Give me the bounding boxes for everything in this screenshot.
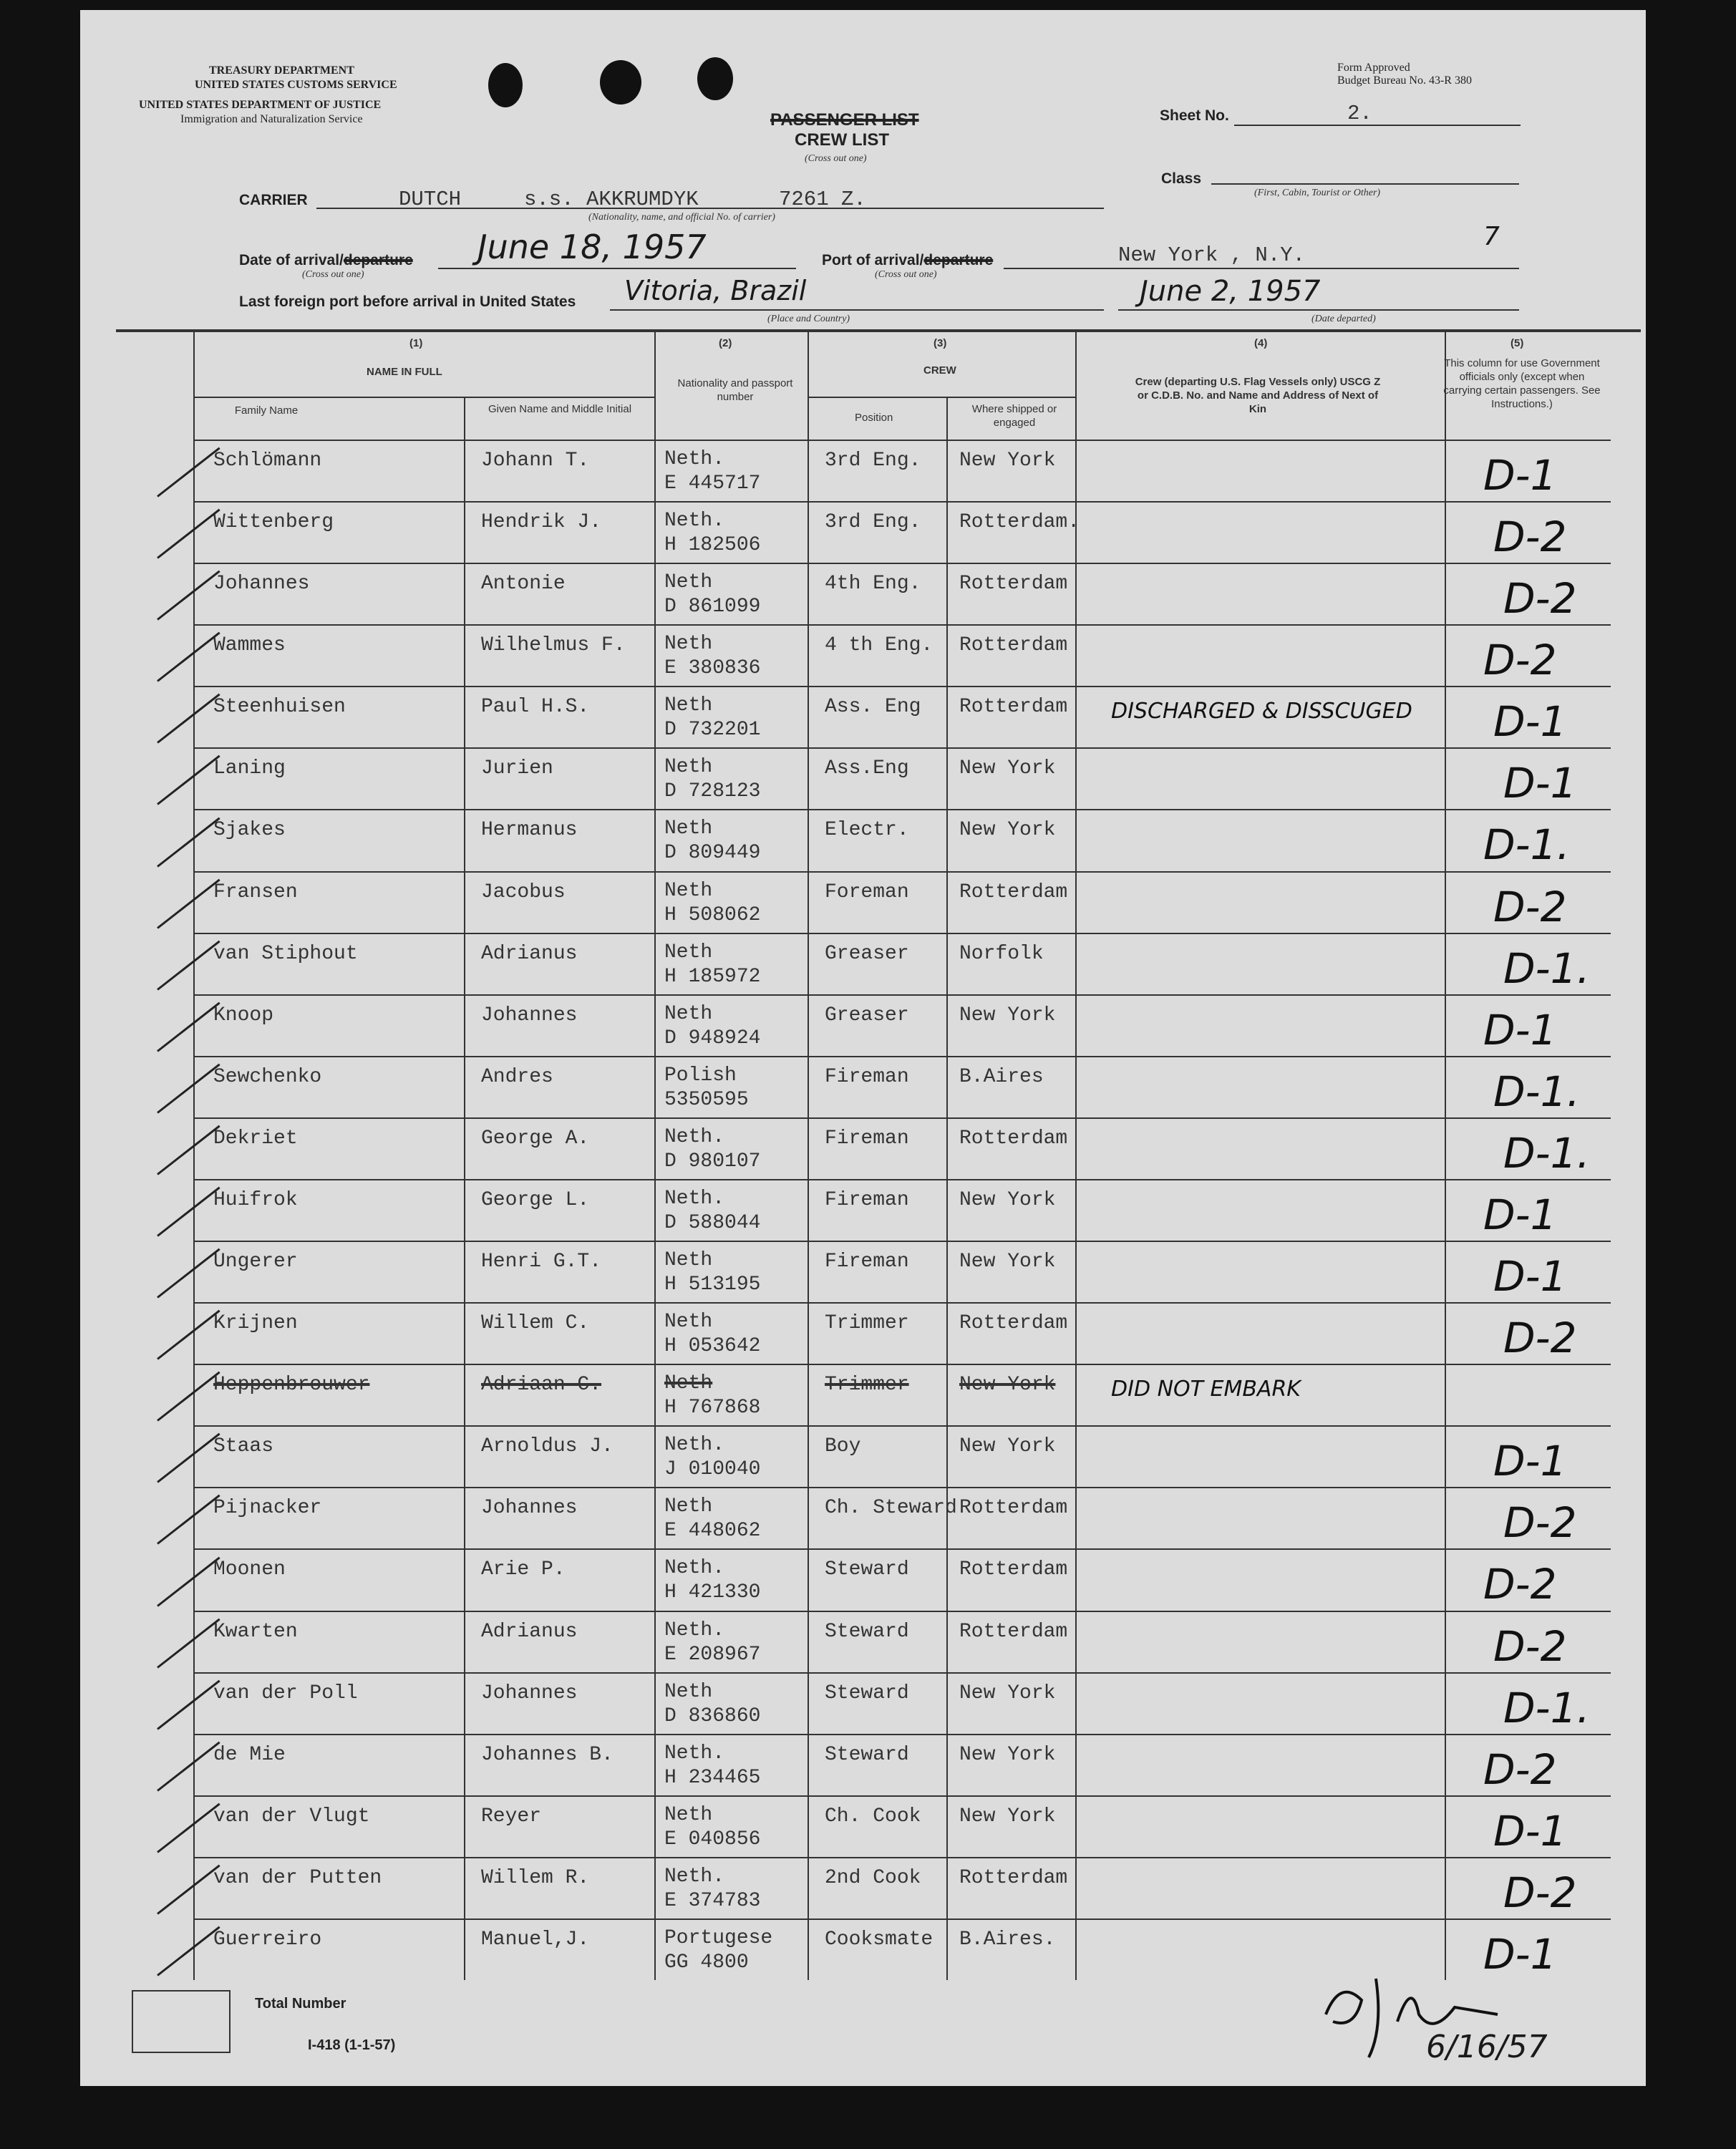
crew-family-name: Laning <box>213 757 286 780</box>
col4-title: Crew (departing U.S. Flag Vessels only) USCG Z or C.D.B. No. and Name and Address of Next of Kin <box>1135 376 1381 415</box>
crew-position: Cooksmate <box>825 1928 934 1951</box>
gov-disposition: D-1 <box>1483 1005 1557 1054</box>
crew-position: Trimmer <box>825 1312 909 1335</box>
crew-given-name: Hendrik J. <box>481 511 602 534</box>
crew-nationality: Neth <box>664 1372 713 1395</box>
crew-where-engaged: New York <box>959 1374 1056 1397</box>
crew-passport: H 234465 <box>664 1766 761 1789</box>
crew-position: Ass. Eng <box>825 696 921 719</box>
crew-family-name: Steenhuisen <box>213 696 346 719</box>
crew-family-name: de Mie <box>213 1743 286 1766</box>
row-divider <box>193 809 1611 810</box>
crew-given-name: Johann T. <box>481 450 590 472</box>
row-divider <box>193 871 1611 873</box>
crew-nationality: Neth <box>664 1803 713 1826</box>
crew-nationality: Portugese <box>664 1926 773 1949</box>
total-number-label: Total Number <box>255 1996 346 2012</box>
crew-family-name: Fransen <box>213 881 298 903</box>
row-divider <box>193 994 1611 996</box>
col3-title: CREW <box>923 364 956 377</box>
crew-family-name: Johannes <box>213 573 310 596</box>
crew-family-name: Dekriet <box>213 1127 298 1150</box>
crew-nationality: Neth <box>664 694 713 717</box>
crew-given-name: Andres <box>481 1065 553 1088</box>
crew-position: Fireman <box>825 1065 909 1088</box>
title-passenger-list: PASSENGER LIST <box>770 110 919 130</box>
crew-position: Ch. Steward <box>825 1497 957 1520</box>
gov-disposition: D-2 <box>1503 1868 1577 1917</box>
crew-passport: D 948924 <box>664 1027 761 1049</box>
crew-passport: GG 4800 <box>664 1951 749 1974</box>
sheet-value: 2. <box>1347 102 1372 125</box>
row-divider <box>193 1425 1611 1427</box>
date-cross-out: (Cross out one) <box>302 269 364 280</box>
crew-given-name: Paul H.S. <box>481 696 590 719</box>
row-divider <box>193 1734 1611 1735</box>
row-divider <box>193 1241 1611 1242</box>
row-divider <box>193 686 1611 687</box>
crew-position: Steward <box>825 1743 909 1766</box>
agency-justice: UNITED STATES DEPARTMENT OF JUSTICE <box>139 99 382 111</box>
port-arrival-value: New York , N.Y. <box>1118 243 1306 267</box>
col-divider <box>946 397 948 1980</box>
crew-where-engaged: New York <box>959 1805 1056 1828</box>
crew-passport: H 185972 <box>664 965 761 988</box>
crew-nationality: Neth <box>664 1680 713 1703</box>
crew-given-name: Antonie <box>481 573 566 596</box>
crew-given-name: Arie P. <box>481 1558 566 1581</box>
date-arrival-label-text: Date of arrival/ <box>239 252 344 268</box>
form-approved: Form Approved <box>1337 62 1410 74</box>
crew-nationality: Neth. <box>664 1619 725 1641</box>
crew-where-engaged: New York <box>959 1251 1056 1274</box>
crew-passport: H 513195 <box>664 1274 761 1296</box>
carrier-nationality: DUTCH <box>399 188 462 211</box>
gov-disposition: D-1 <box>1493 697 1567 747</box>
row-divider <box>193 1056 1611 1057</box>
last-port-label: Last foreign port before arrival in United States <box>239 294 576 310</box>
row-divider <box>193 1857 1611 1858</box>
crew-nationality: Neth <box>664 756 713 779</box>
col1-number: (1) <box>409 337 423 349</box>
crew-nationality: Neth <box>664 1002 713 1025</box>
crew-position: Fireman <box>825 1127 909 1150</box>
crew-nationality: Neth <box>664 1495 713 1518</box>
crew-nationality: Neth <box>664 879 713 902</box>
row-divider <box>193 1795 1611 1797</box>
last-port-value: Vitoria, Brazil <box>624 275 807 306</box>
crew-nationality: Neth. <box>664 1187 725 1210</box>
agency-ins: Immigration and Naturalization Service <box>180 113 363 125</box>
col1-title: NAME IN FULL <box>367 366 442 378</box>
crew-family-name: Kwarten <box>213 1620 298 1643</box>
sheet-label: Sheet No. <box>1160 107 1229 124</box>
crew-next-of-kin: DISCHARGED & DISSCUGED <box>1111 699 1412 724</box>
title-cross-out: (Cross out one) <box>805 153 867 164</box>
crew-where-engaged: New York <box>959 757 1056 780</box>
class-label: Class <box>1161 170 1202 187</box>
total-number-box <box>132 1990 231 2053</box>
row-divider <box>193 1611 1611 1612</box>
row-divider <box>193 1487 1611 1488</box>
crew-where-engaged: New York <box>959 1004 1056 1027</box>
crew-family-name: Pijnacker <box>213 1497 322 1520</box>
crew-position: 2nd Cook <box>825 1866 921 1889</box>
col5-number: (5) <box>1510 337 1524 349</box>
crew-family-name: Wammes <box>213 634 286 657</box>
crew-position: Steward <box>825 1682 909 1704</box>
crew-nationality: Neth. <box>664 1865 725 1888</box>
port-arrival-label-text: Port of arrival/ <box>822 252 924 268</box>
row-divider <box>193 563 1611 564</box>
crew-family-name: Staas <box>213 1435 274 1458</box>
crew-given-name: Henri G.T. <box>481 1251 602 1274</box>
crew-family-name: van der Putten <box>213 1866 382 1889</box>
agency-customs: UNITED STATES CUSTOMS SERVICE <box>195 79 397 91</box>
row-divider <box>193 1179 1611 1180</box>
crew-position: 3rd Eng. <box>825 511 921 534</box>
row-divider <box>193 501 1611 503</box>
crew-where-engaged: Rotterdam <box>959 1312 1068 1335</box>
crew-position: Boy <box>825 1435 861 1458</box>
crew-position: Ch. Cook <box>825 1805 921 1828</box>
carrier-number: 7261 Z. <box>779 188 866 211</box>
crew-family-name: Knoop <box>213 1004 274 1027</box>
crew-passport: D 836860 <box>664 1704 761 1727</box>
crew-given-name: Jurien <box>481 757 553 780</box>
crew-given-name: Johannes <box>481 1004 578 1027</box>
gov-disposition: D-2 <box>1483 1745 1557 1794</box>
crew-passport: D 861099 <box>664 596 761 618</box>
crew-position: Fireman <box>825 1251 909 1274</box>
crew-family-name: van der Poll <box>213 1682 358 1704</box>
crew-family-name: Sjakes <box>213 819 286 842</box>
crew-where-engaged: Rotterdam <box>959 634 1068 657</box>
gov-disposition: D-1. <box>1503 943 1590 993</box>
crew-where-engaged: B.Aires. <box>959 1928 1056 1951</box>
crew-passport: D 588044 <box>664 1211 761 1234</box>
gov-disposition: D-1. <box>1493 1067 1580 1116</box>
crew-given-name: Arnoldus J. <box>481 1435 614 1458</box>
crew-passport: 5350595 <box>664 1088 749 1111</box>
crew-position: Steward <box>825 1620 909 1643</box>
departed-value: June 2, 1957 <box>1140 275 1321 308</box>
gov-disposition: D-1 <box>1493 1437 1567 1486</box>
crew-given-name: Wilhelmus F. <box>481 634 626 657</box>
crew-where-engaged: Rotterdam <box>959 1127 1068 1150</box>
gov-disposition: D-2 <box>1483 636 1557 685</box>
crew-family-name: Guerreiro <box>213 1928 322 1951</box>
crew-family-name: Schlömann <box>213 450 322 472</box>
signature-date: 6/16/57 <box>1426 2029 1548 2065</box>
budget-bureau: Budget Bureau No. 43-R 380 <box>1337 74 1472 87</box>
col3-where: Where shipped or engaged <box>971 403 1057 429</box>
gov-disposition: D-1 <box>1483 1190 1557 1239</box>
crew-given-name: Johannes B. <box>481 1743 614 1766</box>
row-divider <box>193 933 1611 934</box>
crew-passport: D 809449 <box>664 842 761 865</box>
crew-next-of-kin: DID NOT EMBARK <box>1111 1377 1301 1402</box>
col4-number: (4) <box>1254 337 1268 349</box>
form-number: I-418 (1-1-57) <box>308 2037 396 2053</box>
crew-family-name: Heppenbrouwer <box>213 1374 370 1397</box>
gov-disposition: D-1 <box>1483 1929 1557 1979</box>
crew-position: 4th Eng. <box>825 573 921 596</box>
row-divider <box>193 1672 1611 1674</box>
col2-title: Nationality and passport number <box>677 377 793 403</box>
gov-disposition: D-1. <box>1503 1683 1590 1732</box>
crew-family-name: Ungerer <box>213 1251 298 1274</box>
crew-position: Ass.Eng <box>825 757 909 780</box>
col3-position: Position <box>855 412 893 424</box>
crew-position: Steward <box>825 1558 909 1581</box>
crew-where-engaged: Norfolk <box>959 942 1044 965</box>
crew-given-name: George A. <box>481 1127 590 1150</box>
crew-given-name: Adriaan C. <box>481 1374 602 1397</box>
last-port-hint: (Place and Country) <box>767 314 850 324</box>
crew-passport: E 380836 <box>664 657 761 680</box>
carrier-label: CARRIER <box>239 192 308 208</box>
crew-passport: E 448062 <box>664 1520 761 1543</box>
crew-passport: H 767868 <box>664 1397 761 1420</box>
crew-given-name: Hermanus <box>481 819 578 842</box>
crew-passport: D 980107 <box>664 1150 761 1173</box>
agency-treasury: TREASURY DEPARTMENT <box>209 64 354 77</box>
crew-position: Electr. <box>825 819 909 842</box>
col2-number: (2) <box>719 337 732 349</box>
row-divider <box>193 1918 1611 1920</box>
crew-where-engaged: B.Aires <box>959 1065 1044 1088</box>
class-hint: (First, Cabin, Tourist or Other) <box>1254 188 1381 198</box>
row-divider <box>193 1364 1611 1365</box>
crew-passport: H 182506 <box>664 534 761 557</box>
crew-nationality: Neth <box>664 571 713 594</box>
title-crew-list: CREW LIST <box>795 130 889 150</box>
crew-passport: H 053642 <box>664 1335 761 1358</box>
gov-disposition: D-1 <box>1493 1806 1567 1855</box>
crew-position: Foreman <box>825 881 909 903</box>
crew-nationality: Neth. <box>664 1434 725 1457</box>
crew-position: Fireman <box>825 1188 909 1211</box>
crew-passport: H 508062 <box>664 903 761 926</box>
port-departure-struck: departure <box>923 252 994 268</box>
crew-family-name: Wittenberg <box>213 511 334 534</box>
crew-nationality: Neth. <box>664 1742 725 1765</box>
date-arrival-value: June 18, 1957 <box>477 228 707 266</box>
crew-given-name: Johannes <box>481 1497 578 1520</box>
crew-where-engaged: New York <box>959 1682 1056 1704</box>
crew-nationality: Neth <box>664 818 713 840</box>
crew-position: Greaser <box>825 942 909 965</box>
row-divider <box>193 747 1611 749</box>
crew-position: Greaser <box>825 1004 909 1027</box>
crew-passport: H 421330 <box>664 1581 761 1604</box>
gov-disposition: D-1 <box>1493 1252 1567 1301</box>
gov-disposition: D-2 <box>1503 1314 1577 1363</box>
row-divider <box>193 1302 1611 1304</box>
col5-title: This column for use Government officials only (except when carrying certain passengers. See Instructions.) <box>1443 357 1601 410</box>
header-bottom-rule <box>193 440 1611 441</box>
crew-where-engaged: Rotterdam <box>959 1558 1068 1581</box>
carrier-ship: s.s. AKKRUMDYK <box>524 188 699 211</box>
crew-given-name: Jacobus <box>481 881 566 903</box>
crew-given-name: Adrianus <box>481 942 578 965</box>
gov-disposition: D-2 <box>1493 882 1567 931</box>
port-cross-out: (Cross out one) <box>875 269 937 280</box>
crew-nationality: Neth. <box>664 510 725 533</box>
crew-passport: E 208967 <box>664 1643 761 1666</box>
crew-where-engaged: New York <box>959 1188 1056 1211</box>
col1-family: Family Name <box>234 404 299 417</box>
crew-where-engaged: Rotterdam <box>959 881 1068 903</box>
crew-nationality: Neth. <box>664 1125 725 1148</box>
crew-family-name: Krijnen <box>213 1312 298 1335</box>
crew-family-name: van der Vlugt <box>213 1805 370 1828</box>
port-extra-mark: 7 <box>1483 222 1500 251</box>
crew-where-engaged: Rotterdam <box>959 1497 1068 1520</box>
crew-nationality: Neth <box>664 1311 713 1334</box>
crew-given-name: Johannes <box>481 1682 578 1704</box>
crew-passport: D 728123 <box>664 780 761 803</box>
date-departure-struck: departure <box>343 252 413 268</box>
crew-given-name: Willem R. <box>481 1866 590 1889</box>
crew-nationality: Neth <box>664 1249 713 1272</box>
header-rule <box>808 397 1075 398</box>
crew-where-engaged: New York <box>959 450 1056 472</box>
crew-position: 3rd Eng. <box>825 450 921 472</box>
crew-passport: E 374783 <box>664 1889 761 1912</box>
col1-given: Given Name and Middle Initial <box>488 403 632 415</box>
row-divider <box>193 1117 1611 1119</box>
crew-where-engaged: New York <box>959 819 1056 842</box>
crew-where-engaged: Rotterdam <box>959 696 1068 719</box>
crew-given-name: Willem C. <box>481 1312 590 1335</box>
crew-nationality: Polish <box>664 1064 737 1087</box>
crew-nationality: Neth. <box>664 1557 725 1580</box>
crew-nationality: Neth <box>664 941 713 964</box>
carrier-hint: (Nationality, name, and official No. of carrier) <box>588 212 775 223</box>
gov-disposition: D-2 <box>1493 1621 1567 1671</box>
crew-family-name: Moonen <box>213 1558 286 1581</box>
crew-family-name: Huifrok <box>213 1188 298 1211</box>
crew-family-name: Sewchenko <box>213 1065 322 1088</box>
crew-where-engaged: New York <box>959 1743 1056 1766</box>
gov-disposition: D-2 <box>1483 1560 1557 1609</box>
gov-disposition: D-2 <box>1503 1498 1577 1548</box>
document-page <box>80 10 1646 2086</box>
row-divider <box>193 1548 1611 1550</box>
gov-disposition: D-1 <box>1483 451 1557 500</box>
gov-disposition: D-1. <box>1483 820 1570 870</box>
crew-given-name: Manuel,J. <box>481 1928 590 1951</box>
gov-disposition: D-2 <box>1503 574 1577 624</box>
crew-where-engaged: Rotterdam <box>959 1866 1068 1889</box>
col-divider <box>464 397 465 1980</box>
row-divider <box>193 624 1611 626</box>
crew-where-engaged: Rotterdam <box>959 573 1068 596</box>
gov-disposition: D-1. <box>1503 1128 1590 1178</box>
crew-nationality: Neth <box>664 633 713 656</box>
crew-position: Trimmer <box>825 1374 909 1397</box>
crew-where-engaged: Rotterdam <box>959 1620 1068 1643</box>
crew-table <box>80 10 1646 2086</box>
crew-where-engaged: Rotterdam. <box>959 511 1080 534</box>
crew-position: 4 th Eng. <box>825 634 934 657</box>
header-rule <box>193 397 654 398</box>
crew-given-name: Reyer <box>481 1805 542 1828</box>
departed-hint: (Date departed) <box>1311 314 1376 324</box>
gov-disposition: D-1 <box>1503 759 1577 808</box>
crew-given-name: Adrianus <box>481 1620 578 1643</box>
crew-passport: J 010040 <box>664 1458 761 1481</box>
col3-number: (3) <box>934 337 947 349</box>
crew-passport: E 040856 <box>664 1828 761 1850</box>
crew-passport: D 732201 <box>664 719 761 742</box>
crew-given-name: George L. <box>481 1188 590 1211</box>
crew-nationality: Neth. <box>664 448 725 470</box>
crew-where-engaged: New York <box>959 1435 1056 1458</box>
crew-passport: E 445717 <box>664 472 761 495</box>
crew-family-name: van Stiphout <box>213 942 358 965</box>
gov-disposition: D-2 <box>1493 513 1567 562</box>
